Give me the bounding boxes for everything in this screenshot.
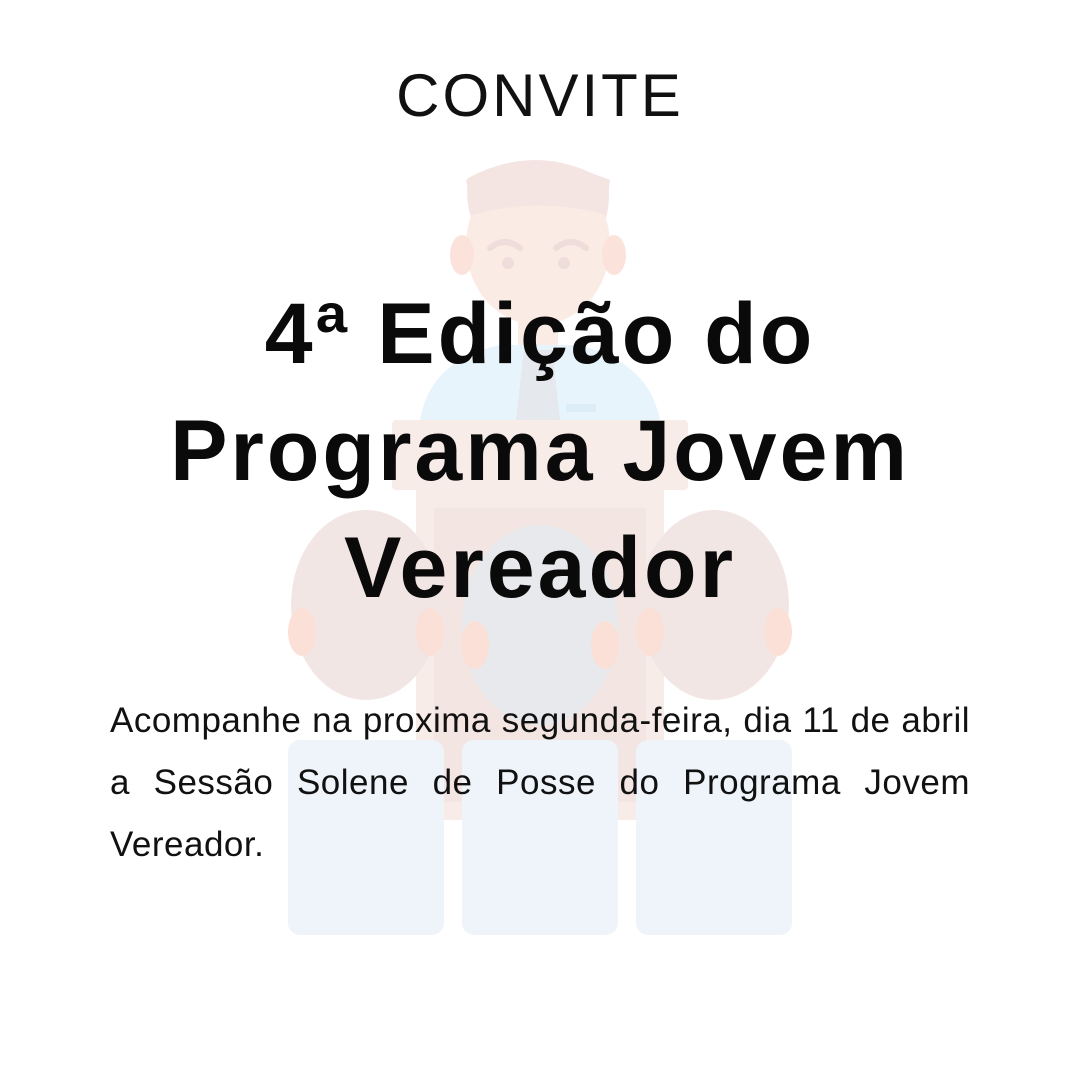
invite-eyebrow: CONVITE	[396, 62, 684, 129]
headline-line-2: Programa Jovem	[170, 403, 910, 499]
headline-line-3: Vereador	[343, 520, 737, 616]
event-headline	[90, 276, 990, 627]
headline-line-1: 4ª Edição do	[264, 286, 816, 382]
event-description: Acompanhe na proxima segunda-feira, dia 11 de abril a Sessão Solene de Posse do Programa Jovem Vereador.	[110, 701, 970, 864]
